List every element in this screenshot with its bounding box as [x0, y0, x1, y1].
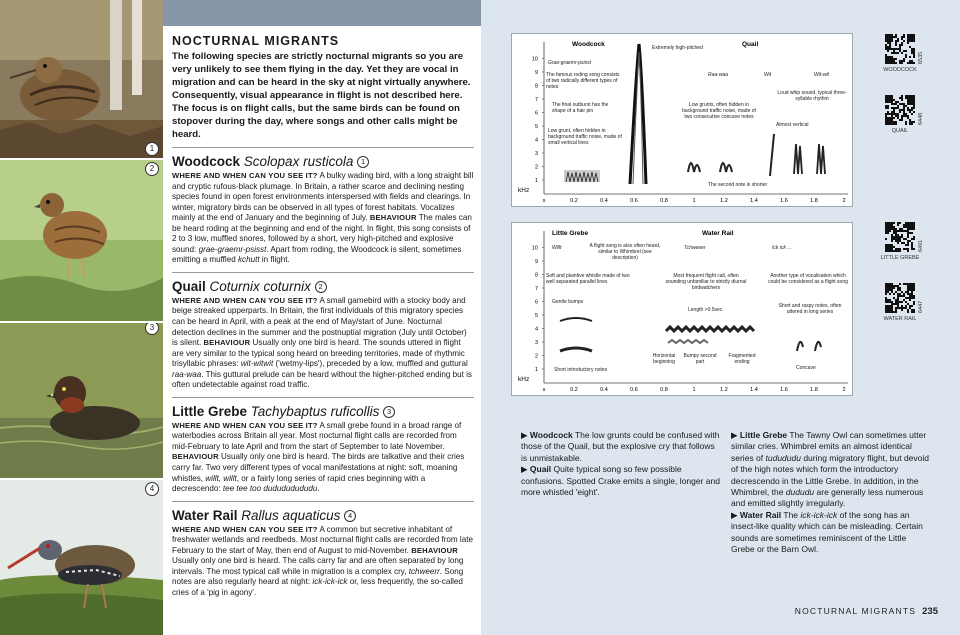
y-tick-label: 4	[534, 326, 538, 333]
behaviour-text: . Apart from roding, the Woodcock is silent, sometimes emitting a muffled	[172, 244, 462, 265]
rail-ick-trace	[797, 342, 821, 351]
y-tick-label: 10	[531, 56, 538, 63]
species-number-badge: 2	[315, 281, 327, 293]
annotation: Tchweeer	[684, 245, 706, 251]
divider	[172, 147, 474, 148]
y-tick-label: 4	[534, 137, 538, 144]
note-species: Woodcock	[529, 430, 573, 440]
x-tick-label: 1.4	[750, 387, 758, 393]
behaviour-label: BEHAVIOUR	[203, 338, 251, 348]
where-text: A small grebe found in a broad range of waterbodies across Britain all year. Most nocturnal flight calls are recorded from mid-February to late April and from the start of September to late November.	[172, 420, 462, 451]
x-tick-label: 1.2	[720, 387, 728, 393]
note-text: are generally less numerous and emitted slightly irregularly.	[731, 487, 924, 509]
annotation: Loud whip sound, typical three-syllable rhythm	[777, 90, 847, 102]
quail-whip-trace	[770, 134, 825, 176]
qr-label: WOODCOCK	[883, 67, 917, 73]
species-heading	[172, 508, 474, 524]
x-tick-label: 0.6	[630, 387, 638, 393]
x-tick-label: 1.8	[810, 387, 818, 393]
photo-column	[0, 0, 163, 635]
annotation: Length >0.5sec	[688, 307, 723, 313]
qr-code-little-grebe[interactable]	[885, 222, 915, 252]
annotation: Concave	[796, 365, 816, 371]
x-tick-label: s	[542, 198, 546, 204]
sonogram-woodcock-quail	[511, 33, 853, 207]
x-tick-label: 0.2	[570, 198, 578, 204]
species-number-badge: 1	[357, 156, 369, 168]
where-label: WHERE AND WHEN CAN YOU SEE IT?	[172, 524, 318, 534]
species-number-badge: 4	[344, 510, 356, 522]
behaviour-text: in flight.	[259, 255, 290, 265]
note-italic: dududu	[785, 487, 815, 498]
grebe-whistle-trace	[560, 318, 592, 351]
header-bar	[163, 0, 481, 26]
behaviour-label: BEHAVIOUR	[411, 545, 458, 555]
annotation: Most frequent flight call, often sounding unfamiliar to strictly diurnal birdwatchers	[665, 273, 747, 291]
y-tick-label: 6	[534, 299, 538, 306]
chart-species-label: Little Grebe	[552, 230, 589, 237]
divider	[172, 397, 474, 398]
note-woodcock: ▶ Woodcock The low grunts could be confused with those of the Quail, but the explosive cry that follows is unmistakable.	[521, 430, 720, 463]
species-little-grebe	[172, 404, 474, 502]
x-tick-label: 1.4	[750, 198, 758, 204]
qr-number: 6535	[918, 51, 924, 64]
behaviour-text: .	[317, 484, 320, 494]
qr-label: QUAIL	[891, 128, 909, 134]
species-description	[172, 525, 474, 599]
species-name: Little Grebe	[172, 403, 248, 419]
page-footer	[795, 606, 938, 617]
page-number: 235	[922, 606, 938, 617]
species-name: Quail	[172, 278, 206, 294]
x-tick-label: 0.4	[600, 198, 608, 204]
annotation: The famous roding song consists of two radically different types of notes	[546, 72, 620, 90]
species-woodcock	[172, 154, 474, 273]
quail-raa-waa-trace	[688, 163, 732, 172]
annotation: Short introductory notes	[554, 367, 608, 373]
note-species: Water Rail	[739, 509, 782, 520]
annotation: The second note is shorter	[708, 182, 768, 188]
annotation: Horizontal beginning	[652, 353, 676, 365]
note-little-grebe: ▶ Little Grebe The Tawny Owl can sometimes utter similar cries. Whimbrel emits an almost identical series of tudududu during migratory flight, but devoid of the high notes which form the introductory decrescendo in the Little Grebe. In addition, in the Whimbrel, the dududu are generally less numerous and emitted slightly irregularly.	[731, 430, 929, 509]
x-tick-label: 1	[692, 387, 696, 393]
behaviour-text: Usually only one bird is heard. The calls carry far and are often separated by long intervals. The most typical call while in migration is a complex cry,	[172, 556, 464, 576]
where-text: A bulky wading bird, with a long straight bill and cryptic rufous-black plumage. In Britain, a rather scarce and declining nesting species found in open forest environments interspersed with fields and clearings. In winter, migratory birds can be observed in all types of forest habitats. Vocalizes mainly at the end of January and the beginning of July.	[172, 171, 474, 223]
y-axis	[532, 57, 544, 185]
annotation: Low grunts, often hidden in background traffic noise, made of two consecutive concave notes	[682, 102, 756, 120]
species-latin: Coturnix coturnix	[209, 278, 311, 294]
y-axis-label: kHz	[518, 187, 530, 194]
note-text: The Tawny Owl can sometimes utter similar cries. Whimbrel emits an almost identical series of	[731, 430, 927, 463]
annotation: Short and raspy notes, often uttered in long series	[778, 303, 842, 315]
y-tick-label: 8	[534, 272, 538, 279]
behaviour-italic: raa-waa	[172, 369, 202, 379]
photo-number-3: 3	[145, 323, 159, 335]
behaviour-text: Usually only one bird is heard. The birds are talkative and their cries carry far. Two very different types of vocal manifestations at night: soft, moaning whistles,	[172, 452, 465, 483]
y-tick-label: 8	[534, 83, 538, 90]
note-text: during migratory flight, but devoid of the high notes which form the introductory decrescendo in the Little Grebe. In addition, in the Whimbrel, the	[731, 452, 929, 498]
y-tick-label: 5	[534, 124, 538, 130]
species-latin: Rallus aquaticus	[241, 507, 341, 523]
photo-number-4: 4	[145, 482, 159, 496]
x-tick-label: 0.6	[630, 198, 638, 204]
behaviour-italic: grae-graemr-psisst	[198, 244, 267, 254]
note-species: Quail	[529, 464, 552, 475]
where-text: A small gamebird with a stocky body and beige streaked upperparts. In Britain, the first individuals of this migratory species can be heard in April, with a peak at the end of May/start of June. Nocturnal detection declines in the summer and the postnuptial migration (July until October) is silent.	[172, 295, 467, 348]
species-water-rail	[172, 508, 474, 599]
x-tick-label: 1.8	[810, 198, 818, 204]
note-quail: ▶ Quail Quite typical song so few possible confusions. Spotted Crake emits a single, longer and more whistled 'eight'.	[521, 464, 720, 498]
annotation: A flight song is also often heard, similar to Whimbrel (see description)	[589, 243, 661, 261]
x-tick-label: s	[542, 387, 546, 393]
x-tick-label: 0.8	[660, 387, 668, 393]
behaviour-label: BEHAVIOUR	[172, 452, 219, 462]
y-axis	[532, 246, 544, 374]
x-axis	[543, 198, 846, 204]
behaviour-italic: wit-witwit	[240, 359, 274, 369]
woodcock-hairpin-trace	[630, 44, 646, 184]
species-heading	[172, 404, 474, 420]
note-water-rail: ▶ Water Rail The ick-ick-ick of the song has an insect-like quality which can be misleading. Certain sounds are sometimes reminiscent of the Little Grebe or the Barn Owl.	[731, 509, 923, 555]
species-latin: Tachybaptus ruficollis	[250, 403, 380, 419]
x-tick-label: 1.2	[720, 198, 728, 204]
annotation: Willt	[552, 245, 562, 251]
chart-species-label: Woodcock	[572, 41, 605, 48]
species-name: Woodcock	[172, 154, 241, 169]
behaviour-italic: willt, willt	[205, 473, 237, 483]
x-tick-label: 1	[692, 198, 696, 204]
y-axis-label: kHz	[518, 376, 530, 383]
annotation: Bumpy second part	[683, 353, 717, 365]
behaviour-label: BEHAVIOUR	[369, 213, 417, 223]
y-tick-label: 3	[534, 340, 538, 346]
note-text: of the song has an insect-like quality which can be misleading. Certain sounds are sometimes reminiscent of the Little Grebe or the Barn Owl.	[731, 509, 923, 555]
annotation: Ick ick ...	[772, 245, 792, 251]
quail-photo	[0, 160, 163, 321]
sonogram-grebe-rail	[511, 222, 853, 396]
species-latin: Scolopax rusticola	[243, 154, 354, 169]
behaviour-italic: kchutt	[237, 255, 260, 265]
y-tick-label: 10	[531, 245, 538, 252]
x-tick-label: 1.6	[780, 198, 788, 204]
y-tick-label: 2	[534, 164, 538, 171]
y-tick-label: 1	[534, 367, 538, 373]
y-tick-label: 7	[534, 97, 538, 103]
annotation-text: Extremely high-pitched	[652, 45, 703, 51]
annotation: The final outburst has the shape of a hair pin	[552, 102, 609, 114]
species-description	[172, 421, 474, 495]
photo-number-1: 1	[145, 142, 159, 156]
species-description	[172, 171, 474, 266]
x-tick-label: 2	[842, 198, 846, 204]
note-text: Quite typical song so few possible confusions. Spotted Crake emits a single, longer and more whistled 'eight'.	[521, 464, 720, 498]
qr-code-water-rail[interactable]	[885, 283, 915, 313]
x-tick-label: 2	[842, 387, 846, 393]
species-description	[172, 296, 474, 391]
note-text: The low grunts could be confused with those of the Quail, but the explosive cry that follows is unmistakable.	[521, 430, 720, 463]
note-italic: ick-ick-ick	[800, 509, 838, 520]
confusion-notes-right	[731, 430, 931, 555]
y-tick-label: 6	[534, 110, 538, 117]
behaviour-text: . This guttural prelude can be heard without the higher-pitched ending but is often undetectable against road traffic.	[172, 369, 472, 390]
behaviour-italic: tee tee too dudududududu	[222, 484, 318, 494]
annotation: Low grunt, often hidden in background traffic noise, made of small vertical lines	[548, 128, 622, 146]
sonogram-svg	[512, 223, 852, 395]
where-text: A common but secretive inhabitant of freshwater wetlands and reedbeds. Most nocturnal flight calls are recorded from late February to the start of May, then end of August to mid-November.	[172, 524, 473, 555]
behaviour-text: , or a fairly long series of rapid cries beginning with a decrescendo:	[172, 473, 426, 494]
y-tick-label: 1	[534, 178, 538, 184]
qr-code-woodcock[interactable]	[885, 34, 915, 64]
x-tick-label: 0.2	[570, 387, 578, 393]
x-axis	[543, 387, 846, 393]
annotations	[546, 243, 850, 373]
note-italic: tudududu	[765, 452, 801, 463]
intro-paragraph: The following species are strictly nocturnal migrants so you are very unlikely to see them flying in the day. Yet they are vocal in migration and can be heard in the sky at night virtually anywhere. Consequently, visual appearance in flight is not described here. The focus is on flight calls, but the same birds can be found on stopover during the day, where songs and other calls might be heard.	[172, 51, 471, 140]
divider	[172, 501, 474, 502]
behaviour-text: or, less frequently, the so-called cries of a 'pig in agony'.	[172, 577, 463, 597]
behaviour-text: The males can be heard roding at the beginning and end of the night. In flight, this song consists of 2 to 3 low, muffled snores, followed by a short, very high-pitched and explosive sound:	[172, 213, 472, 254]
behaviour-text: ('wetmy-lips'), preceded by a low, muffled and guttural	[273, 359, 468, 369]
where-label: WHERE AND WHEN CAN YOU SEE IT?	[172, 295, 318, 305]
qr-number: 6447	[918, 300, 924, 313]
confusion-notes-left	[521, 430, 721, 498]
sonogram-svg	[512, 34, 852, 206]
x-tick-label: 0.8	[660, 198, 668, 204]
woodcock-grunt-trace	[564, 170, 600, 182]
annotation: Soft and plaintive whistle made of two well separated parallel lines	[546, 273, 630, 285]
annotation: Fragmented ending	[728, 353, 756, 365]
annotation: Grae-graemr-psisst	[548, 60, 591, 66]
photo-number-2: 2	[145, 162, 159, 176]
where-label: WHERE AND WHEN CAN YOU SEE IT?	[172, 171, 318, 180]
qr-label: WATER RAIL	[883, 316, 917, 322]
behaviour-italic: tchweerr	[408, 566, 440, 576]
note-text: The	[781, 509, 801, 520]
rail-tchweeer-trace	[666, 327, 754, 343]
species-text-column	[172, 34, 474, 599]
right-page	[481, 0, 960, 635]
behaviour-text: Usually only one bird is heard. The sounds uttered in flight are very similar to the typical song heard on breeding territories, made of rhythmic trisyllabic phrases:	[172, 338, 465, 369]
where-label: WHERE AND WHEN CAN YOU SEE IT?	[172, 420, 318, 430]
qr-number: 6491	[918, 239, 924, 252]
behaviour-text: . Song notes are also regularly heard at night:	[172, 566, 464, 587]
species-quail	[172, 279, 474, 398]
y-tick-label: 2	[534, 353, 538, 360]
annotations	[546, 45, 848, 188]
section-title: NOCTURNAL MIGRANTS	[172, 34, 340, 48]
y-tick-label: 7	[534, 286, 538, 292]
note-species: Little Grebe	[739, 430, 788, 440]
annotation: Wit-wit	[814, 72, 829, 78]
annotation: Another type of vocalisation which could be considered as a flight song	[768, 273, 848, 285]
species-number-badge: 3	[383, 406, 395, 418]
annotation: Raa-waa	[708, 72, 729, 78]
y-tick-label: 5	[534, 313, 538, 319]
qr-code-quail[interactable]	[885, 95, 915, 125]
species-name: Water Rail	[172, 507, 238, 523]
annotation: Gentle bumps	[552, 299, 584, 305]
chart-species-label: Water Rail	[702, 230, 734, 237]
behaviour-italic: ick-ick-ick	[312, 577, 348, 587]
chart-species-label: Quail	[742, 41, 759, 48]
annotation: Almost vertical	[776, 122, 809, 128]
species-heading	[172, 279, 474, 295]
water-rail-photo	[0, 480, 163, 635]
y-tick-label: 3	[534, 151, 538, 157]
x-tick-label: 0.4	[600, 387, 608, 393]
footer-section: NOCTURNAL MIGRANTS	[794, 606, 917, 616]
qr-label: LITTLE GREBE	[880, 255, 920, 261]
species-heading	[172, 154, 474, 170]
qr-number: 6448	[918, 112, 924, 125]
little-grebe-photo	[0, 323, 163, 478]
annotation	[652, 45, 703, 51]
woodcock-photo	[0, 0, 163, 158]
divider	[172, 272, 474, 273]
annotation: Wit	[764, 72, 772, 78]
y-tick-label: 9	[534, 70, 538, 76]
x-tick-label: 1.6	[780, 387, 788, 393]
y-tick-label: 9	[534, 259, 538, 265]
